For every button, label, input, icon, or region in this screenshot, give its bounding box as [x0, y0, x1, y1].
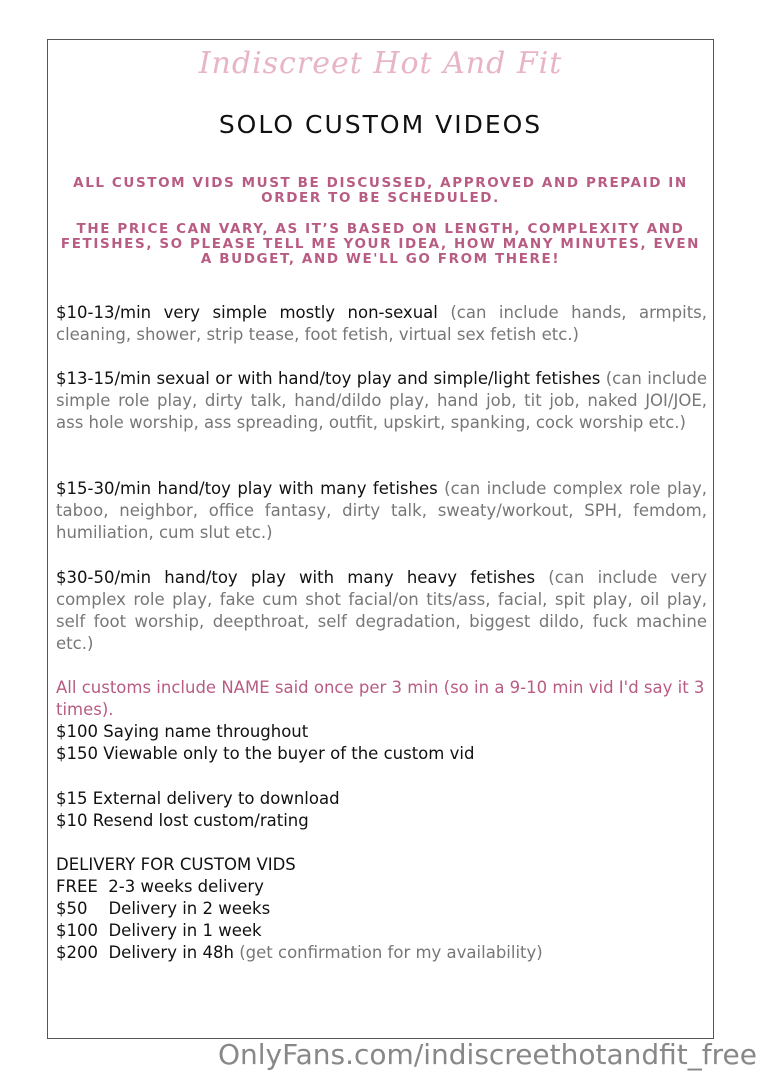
extra-item: $15 External delivery to download: [56, 789, 340, 808]
addons-section: [56, 677, 707, 765]
tier-2: $13-15/min sexual or with hand/toy play and simple/light fetishes (can include simple role play, dirty talk, hand/dildo play, hand job, tit job, naked JOI/JOE, ass hole worship, ass spreading, outfit, upskirt, spanking, cock worship etc.): [56, 369, 708, 432]
delivery-heading: DELIVERY FOR CUSTOM VIDS: [56, 855, 296, 874]
page-title: SOLO CUSTOM VIDEOS: [218, 110, 543, 139]
price-sheet: [47, 39, 714, 1039]
delivery-item: $100 Delivery in 1 week: [56, 921, 262, 940]
delivery-item: $200 Delivery in 48h (get confirmation for my availability): [56, 943, 543, 962]
delivery-item: $50 Delivery in 2 weeks: [56, 899, 271, 918]
addon-item: $150 Viewable only to the buyer of the custom vid: [56, 744, 475, 763]
extras-section: [56, 788, 707, 832]
tier-3: $15-30/min hand/toy play with many fetishes (can include complex role play, taboo, neighbor, office fantasy, dirty talk, sweaty/workout, SPH, femdom, humiliation, cum slut etc.): [56, 479, 707, 542]
addon-item: $100 Saying name throughout: [56, 722, 309, 741]
watermark: OnlyFans.com/indiscreethotandfit_free: [217, 1038, 757, 1071]
delivery-section: [56, 854, 707, 964]
tier-4: $30-50/min hand/toy play with many heavy fetishes (can include very complex role play, fake cum shot facial/on tits/ass, facial, spit play, oil play, self foot worship, deepthroat, self degradation, biggest dildo, fuck machine etc.): [56, 568, 708, 653]
name-note: All customs include NAME said once per 3 min (so in a 9-10 min vid I'd say it 3 times).: [56, 678, 705, 719]
delivery-item: FREE 2-3 weeks delivery: [56, 877, 264, 896]
tier-1: $10-13/min very simple mostly non-sexual (can include hands, armpits, cleaning, shower, strip tease, foot fetish, virtual sex fetish etc.): [56, 303, 708, 344]
extra-item: $10 Resend lost custom/rating: [56, 811, 309, 830]
notice-prepaid: ALL CUSTOM VIDS MUST BE DISCUSSED, APPROVED AND PREPAID IN ORDER TO BE SCHEDULED.: [73, 175, 688, 206]
logo: Indiscreet Hot And Fit: [198, 46, 563, 81]
notice-price-varies: THE PRICE CAN VARY, AS IT’S BASED ON LENGTH, COMPLEXITY AND FETISHES, SO PLEASE TELL ME YOUR IDEA, HOW MANY MINUTES, EVEN A BUDGET, AND WE'LL GO FROM THERE!: [60, 221, 701, 267]
